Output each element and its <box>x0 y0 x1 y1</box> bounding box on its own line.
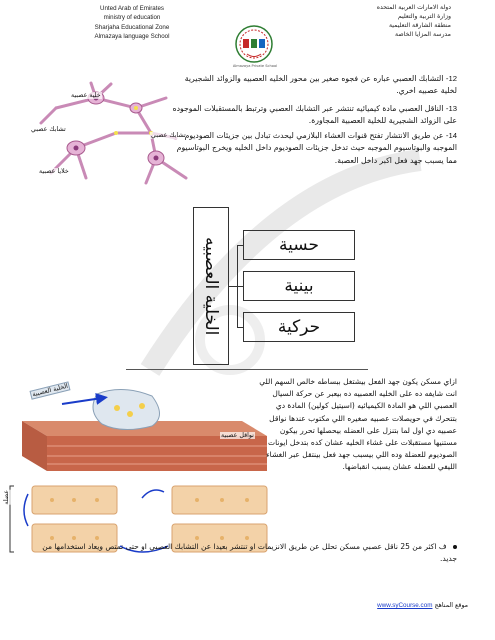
paragraph-12 <box>167 73 457 98</box>
neuron-label-synapse: تشابك عصبي <box>31 126 66 133</box>
section-divider <box>126 369 368 370</box>
item-number: 12- <box>445 74 457 83</box>
header-ar-line: دولة الامارات العربية المتحده <box>376 4 451 11</box>
paragraph-14 <box>167 130 457 167</box>
header-ar-line: مدرسة المزايا الخاصة <box>395 30 451 38</box>
neuron-label-soma: خلية عصبية <box>71 92 101 99</box>
bullet-icon <box>453 545 457 549</box>
diagram-root-label: الخلية العصبيه <box>201 236 221 336</box>
diagram-branch-inter: بينية <box>243 271 355 301</box>
paragraph-explanation: ازاي مسكن يكون جهد الفعل بيشتغل ببساطه خالص السهم اللي انت شايفه ده على الخليه العصبيه ده بيعبر عن حركة السيال العصبي اللي هو المادة الكيميائيه (اسيتيل كولين) المادة دي بتتحرك في حويصلات عصبيه صغيره اللي مكتوب عندها نواقل عصبيه دي اول لما بتنزل على العضله بيحصلها تحرر بيكون مستنيها مستقبلات على غشاء الخليه عشان كده بتدخل ايونات الصوديوم للعضلة وده اللي بيسبب جهد فعل بينتقل عبر الغشاء الليفي للعضله عشان يسبب انقباضها. <box>259 377 457 472</box>
paragraph-13 <box>167 103 457 128</box>
school-logo-icon <box>234 24 274 64</box>
label-nerve-cell: الخلية العصبية <box>30 381 71 400</box>
diagram-root-box <box>193 207 229 365</box>
header-ar-line: منطقة الشارقة التعليمية <box>388 21 451 29</box>
diagram-connector <box>229 286 237 287</box>
header-en-line: ministry of education <box>103 14 161 22</box>
header-en-line: Sharjaha Educational Zone <box>94 23 170 31</box>
label-muscle: عضلة <box>3 490 10 505</box>
paragraph-bullet <box>37 541 457 565</box>
header-en-line: Unted Arab of Emirates <box>100 5 164 12</box>
footer <box>268 602 468 609</box>
header-ar-line: وزارة التربية والتعليم <box>397 12 451 20</box>
diagram-branch-sensory: حسية <box>243 230 355 260</box>
bullet-text: ف اكثر من 25 ناقل عصبي مسكن تحلل عن طريق الانزيمات او تنتشر بعيدا عن التشابك العصبي او حتى تمتص ويعاد استخدامها من جديد. <box>42 542 457 563</box>
paragraph-text: الناقل العصبي مادة كيميائيه تنتشر عبر التشابك العصبي وترتبط بالمستقبلات الموجوده على الزوائد الشجيرية للخلية العصبية المجاورة. <box>172 104 457 126</box>
label-transmitters: نواقل عصبية <box>221 432 254 439</box>
header-arabic <box>321 4 451 40</box>
header-en-line: Almazaya language School <box>94 33 170 41</box>
neuromuscular-junction-icon <box>2 376 274 566</box>
item-number: 14- <box>445 131 457 140</box>
header-english <box>62 4 202 42</box>
logo-caption: Almazaya Private School <box>232 64 278 68</box>
paragraph-text: التشابك العصبي عباره عن فجوه صغير بين محور الخليه العصبيه والزوائد الشجيرية لخلية عصبيه اخري. <box>184 74 457 96</box>
diagram-branch-motor: حركية <box>243 312 355 342</box>
neuron-label-synapse: تشابك عصبي <box>151 132 186 139</box>
footer-link[interactable]: www.syCourse.com <box>377 602 433 609</box>
neuron-label-neurons: خلايا عصبية <box>39 168 69 175</box>
paragraph-text: عن طريق الانتشار تفتح قنوات الغشاء البلازمي ليحدث تبادل بين جزيئات الصوديوم الموجبه والبوتاسيوم الموجبه حيث تدخل جزيئات الصوديوم داخل الخليه ويخرج البوتاسيوم مما يسبب جهد فعل اكبر داخل العصبة. <box>176 131 457 165</box>
item-number: 13- <box>445 104 457 113</box>
footer-label: موقع المناهج <box>434 602 468 609</box>
